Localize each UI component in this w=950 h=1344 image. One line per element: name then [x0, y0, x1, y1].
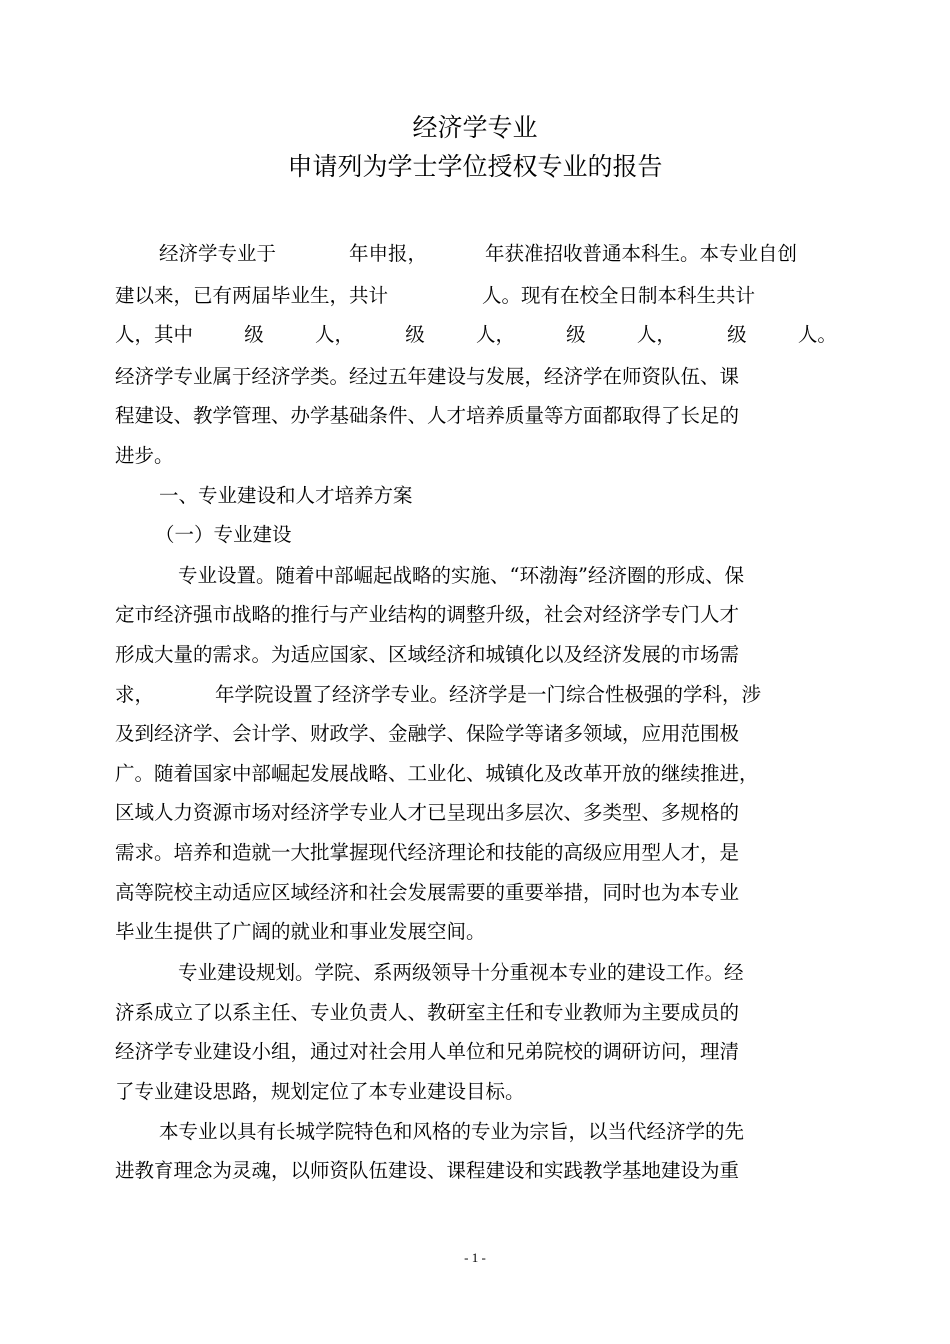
- paragraph-3-line-4: 了专业建设思路，规划定位了本专业建设目标。: [115, 1080, 525, 1103]
- paragraph-2-line-3: 形成大量的需求。为适应国家、区域经济和城镇化以及经济发展的市场需: [115, 643, 740, 666]
- paragraph-2-line-6: 广。随着国家中部崛起发展战略、工业化、城镇化及改革开放的继续推进，: [115, 762, 759, 785]
- paragraph-1-line-4: 经济学专业属于经济学类。经过五年建设与发展，经济学在师资队伍、课: [115, 365, 740, 388]
- paragraph-3-line-3: 经济学专业建设小组，通过对社会用人单位和兄弟院校的调研访问，理清: [115, 1040, 740, 1063]
- paragraph-1-line-5: 程建设、教学管理、办学基础条件、人才培养质量等方面都取得了长足的: [115, 404, 740, 427]
- document-subtitle: 申请列为学士学位授权专业的报告: [287, 152, 663, 181]
- subsection-heading: （一）专业建设: [155, 523, 292, 546]
- paragraph-1-line-1: 经济学专业于 年申报， 年获准招收普通本科生。本专业自创: [159, 242, 798, 265]
- paragraph-1-line-6: 进步。: [115, 444, 174, 467]
- paragraph-4-line-2: 进教育理念为灵魂，以师资队伍建设、课程建设和实践教学基地建设为重: [115, 1159, 740, 1182]
- page-number: - 1 -: [464, 1250, 486, 1265]
- paragraph-2-line-2: 定市经济强市战略的推行与产业结构的调整升级，社会对经济学专门人才: [115, 603, 740, 626]
- paragraph-2-line-1: 专业设置。随着中部崛起战略的实施、“环渤海”经济圈的形成、保: [178, 564, 744, 587]
- paragraph-4-line-1: 本专业以具有长城学院特色和风格的专业为宗旨，以当代经济学的先: [159, 1120, 745, 1143]
- paragraph-1-line-3: 人，其中 级 人， 级 人， 级 人， 级 人。: [115, 323, 837, 346]
- paragraph-2-line-7: 区域人力资源市场对经济学专业人才已呈现出多层次、多类型、多规格的: [115, 801, 740, 824]
- paragraph-2-line-9: 高等院校主动适应区域经济和社会发展需要的重要举措，同时也为本专业: [115, 881, 740, 904]
- document-title: 经济学专业: [412, 113, 538, 142]
- paragraph-3-line-1: 专业建设规划。学院、系两级领导十分重视本专业的建设工作。经: [178, 961, 744, 984]
- section-heading: 一、专业建设和人才培养方案: [159, 484, 413, 507]
- paragraph-2-line-8: 需求。培养和造就一大批掌握现代经济理论和技能的高级应用型人才，是: [115, 841, 740, 864]
- paragraph-2-line-5: 及到经济学、会计学、财政学、金融学、保险学等诸多领域，应用范围极: [115, 722, 740, 745]
- paragraph-1-line-2: 建以来，已有两届毕业生，共计 人。现有在校全日制本科生共计: [115, 284, 756, 307]
- paragraph-2-line-10: 毕业生提供了广阔的就业和事业发展空间。: [115, 920, 486, 943]
- paragraph-2-line-4: 求， 年学院设置了经济学专业。经济学是一门综合性极强的学科，涉: [115, 683, 762, 706]
- paragraph-3-line-2: 济系成立了以系主任、专业负责人、教研室主任和专业教师为主要成员的: [115, 1001, 740, 1024]
